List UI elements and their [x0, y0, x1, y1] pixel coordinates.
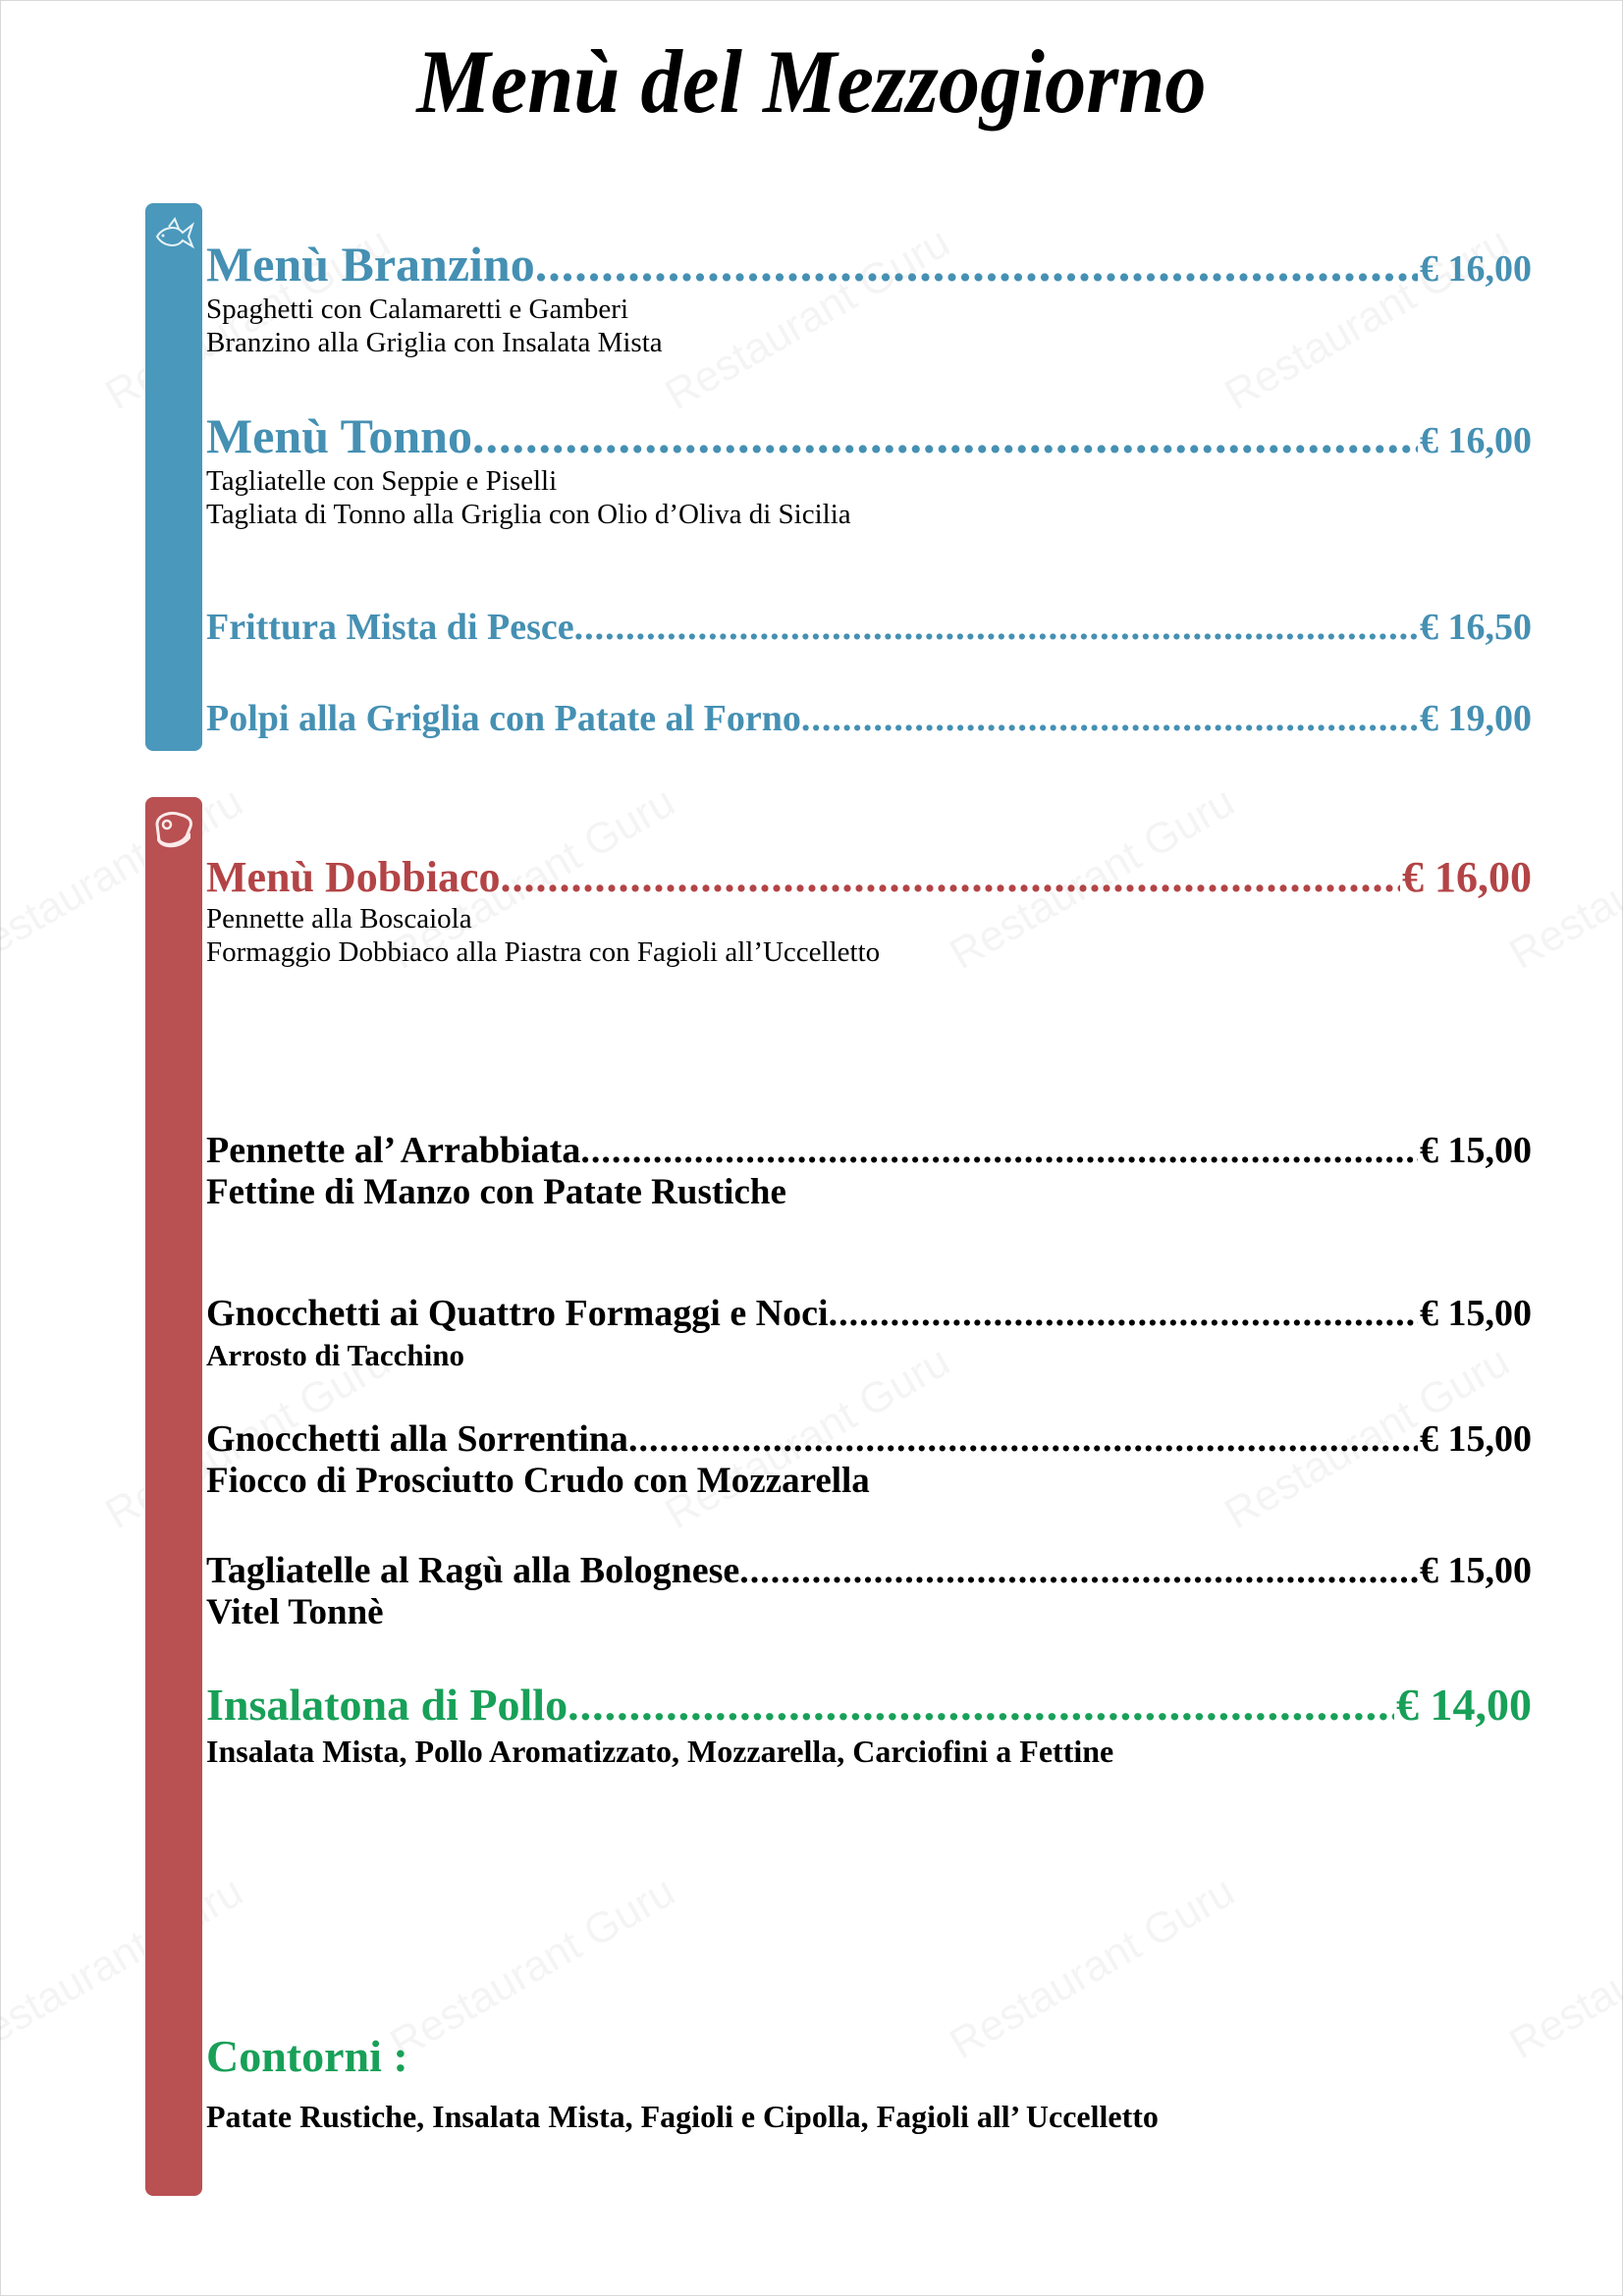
leader-dots — [739, 1549, 1418, 1592]
item-price: € 16,00 — [1420, 420, 1532, 461]
leader-dots — [568, 1679, 1394, 1731]
sides-heading: Contorni : — [206, 2031, 408, 2081]
leader-dots — [628, 1417, 1418, 1461]
menu-item — [206, 236, 1532, 359]
meat-section-bar — [145, 797, 202, 2196]
item-name: Gnocchetti alla Sorrentina — [206, 1418, 628, 1460]
item-description: Tagliata di Tonno alla Griglia con Olio d’Oliva di Sicilia — [206, 499, 851, 530]
item-name: Menù Tonno — [206, 408, 472, 463]
menu-item — [206, 1549, 1532, 1633]
menu-item — [206, 852, 1532, 969]
item-description: Insalata Mista, Pollo Aromatizzato, Mozzarella, Carciofini a Fettine — [206, 1734, 1114, 1769]
item-price: € 14,00 — [1396, 1680, 1532, 1730]
item-name: Tagliatelle al Ragù alla Bolognese — [206, 1550, 740, 1591]
item-price: € 16,50 — [1420, 607, 1532, 648]
fish-section-bar — [145, 203, 202, 751]
sides-section — [206, 2030, 1532, 2137]
leader-dots — [535, 236, 1418, 293]
item-name: Polpi alla Griglia con Patate al Forno — [206, 698, 801, 739]
leader-dots — [580, 1129, 1418, 1172]
leader-dots — [500, 852, 1400, 902]
menu-item — [206, 606, 1532, 649]
item-name: Frittura Mista di Pesce — [206, 607, 574, 648]
sides-list: Patate Rustiche, Insalata Mista, Fagioli e Cipolla, Fagioli all’ Uccelletto — [206, 2099, 1159, 2134]
item-description: Vitel Tonnè — [206, 1592, 384, 1632]
item-price: € 19,00 — [1420, 698, 1532, 739]
menu-item — [206, 1292, 1532, 1376]
item-name: Gnocchetti ai Quattro Formaggi e Noci — [206, 1293, 829, 1334]
item-price: € 15,00 — [1420, 1550, 1532, 1591]
leader-dots — [472, 407, 1418, 464]
item-description: Pennette alla Boscaiola — [206, 903, 472, 934]
menu-item — [206, 1129, 1532, 1213]
menu-item — [206, 407, 1532, 531]
item-name: Pennette al’ Arrabbiata — [206, 1130, 581, 1171]
item-name: Menù Dobbiaco — [206, 853, 501, 901]
item-description: Spaghetti con Calamaretti e Gamberi — [206, 294, 629, 325]
item-description: Branzino alla Griglia con Insalata Mista — [206, 327, 663, 358]
item-name: Insalatona di Pollo — [206, 1680, 568, 1730]
item-description: Fettine di Manzo con Patate Rustiche — [206, 1172, 786, 1212]
item-description: Arrosto di Tacchino — [206, 1338, 464, 1372]
menu-item — [206, 697, 1532, 740]
steak-icon — [151, 807, 196, 852]
leader-dots — [574, 606, 1418, 649]
fish-icon — [151, 211, 196, 256]
leader-dots — [801, 697, 1418, 740]
item-price: € 15,00 — [1420, 1418, 1532, 1460]
item-description: Fiocco di Prosciutto Crudo con Mozzarella — [206, 1461, 870, 1501]
item-price: € 15,00 — [1420, 1130, 1532, 1171]
item-price: € 16,00 — [1402, 853, 1532, 901]
item-description: Formaggio Dobbiaco alla Piastra con Fagioli all’Uccelletto — [206, 936, 881, 968]
item-description: Tagliatelle con Seppie e Piselli — [206, 465, 558, 497]
item-name: Menù Branzino — [206, 237, 535, 292]
item-price: € 15,00 — [1420, 1293, 1532, 1334]
menu-item — [206, 1679, 1532, 1772]
item-price: € 16,00 — [1420, 248, 1532, 290]
menu-item — [206, 1417, 1532, 1502]
page-title: Menù del Mezzogiorno — [416, 31, 1207, 132]
leader-dots — [829, 1292, 1418, 1335]
